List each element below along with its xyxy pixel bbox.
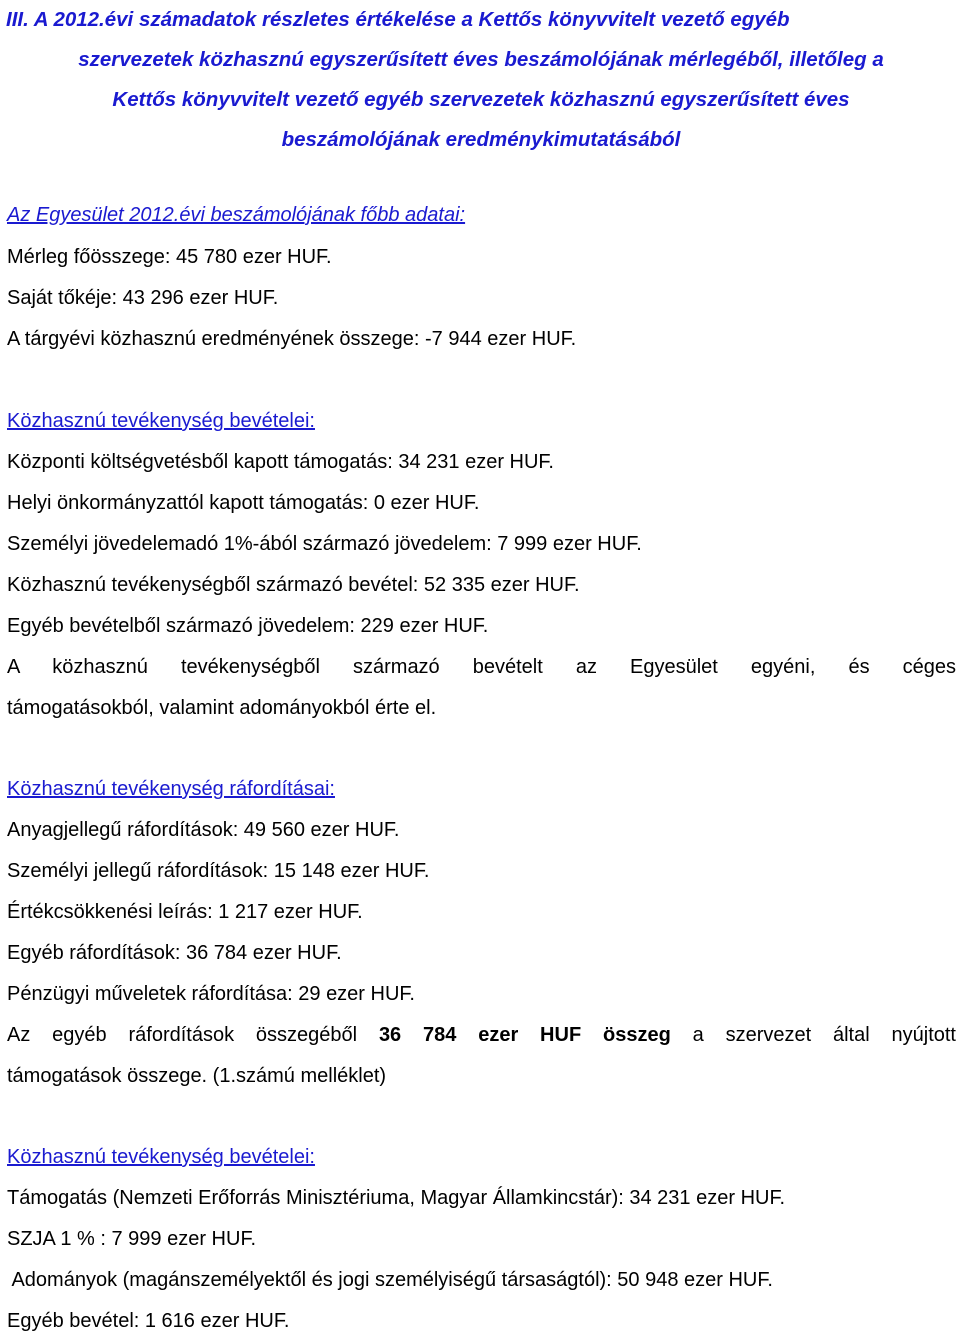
expenses-paragraph-line-1 bbox=[7, 1023, 956, 1047]
title-line-2: szervezetek közhasznú egyszerűsített éves beszámolójának mérlegéből, illetőleg a bbox=[78, 48, 884, 71]
income-paragraph-line-1: A közhasznú tevékenységből származó bevételt az Egyesület egyéni, és céges bbox=[7, 656, 956, 678]
income-paragraph-line-2: támogatásokból, valamint adományokból érte el. bbox=[7, 697, 437, 719]
expense-line: Egyéb ráfordítások: 36 784 ezer HUF. bbox=[7, 942, 342, 964]
income2-line: Egyéb bevétel: 1 616 ezer HUF. bbox=[7, 1310, 290, 1332]
summary-line: A tárgyévi közhasznú eredményének összege: -7 944 ezer HUF. bbox=[7, 328, 577, 350]
income-heading: Közhasznú tevékenység bevételei: bbox=[7, 410, 315, 432]
income2-line: SZJA 1 % : 7 999 ezer HUF. bbox=[7, 1228, 256, 1250]
title-line-3: Kettős könyvvitelt vezető egyéb szervezetek közhasznú egyszerűsített éves bbox=[112, 88, 850, 111]
title-line-4: beszámolójának eredménykimutatásából bbox=[281, 128, 681, 151]
expense-line: Értékcsökkenési leírás: 1 217 ezer HUF. bbox=[7, 901, 363, 923]
expense-line: Pénzügyi műveletek ráfordítása: 29 ezer HUF. bbox=[7, 983, 415, 1005]
income-line: Központi költségvetésből kapott támogatás: 34 231 ezer HUF. bbox=[7, 451, 554, 473]
expenses-paragraph-line-2: támogatások összege. (1.számú melléklet) bbox=[7, 1065, 387, 1087]
income2-heading: Közhasznú tevékenység bevételei: bbox=[7, 1146, 315, 1168]
title-line-1: III. A 2012.évi számadatok részletes értékelése a Kettős könyvvitelt vezető egyéb bbox=[6, 8, 790, 31]
section-title bbox=[6, 0, 956, 160]
income2-line: Támogatás (Nemzeti Erőforrás Minisztériuma, Magyar Államkincstár): 34 231 ezer HUF. bbox=[7, 1187, 786, 1209]
expenses-heading: Közhasznú tevékenység ráfordításai: bbox=[7, 778, 335, 800]
income-line: Helyi önkormányzattól kapott támogatás: 0 ezer HUF. bbox=[7, 492, 480, 514]
income-line: Egyéb bevételből származó jövedelem: 229 ezer HUF. bbox=[7, 615, 489, 637]
summary-line: Mérleg főösszege: 45 780 ezer HUF. bbox=[7, 246, 332, 268]
expense-line: Személyi jellegű ráfordítások: 15 148 ezer HUF. bbox=[7, 860, 430, 882]
income2-line: Adományok (magánszemélyektől és jogi személyiségű társaságtól): 50 948 ezer HUF. bbox=[7, 1269, 773, 1291]
expenses-paragraph-bold: 36 784 ezer HUF összeg bbox=[378, 1024, 671, 1046]
income-line: Személyi jövedelemadó 1%-ából származó jövedelem: 7 999 ezer HUF. bbox=[7, 533, 642, 555]
expenses-paragraph-post: a szervezet által nyújtott bbox=[692, 1024, 956, 1046]
summary-line: Saját tőkéje: 43 296 ezer HUF. bbox=[7, 287, 279, 309]
summary-heading: Az Egyesület 2012.évi beszámolójának főbb adatai: bbox=[7, 204, 466, 226]
income-line: Közhasznú tevékenységből származó bevétel: 52 335 ezer HUF. bbox=[7, 574, 580, 596]
expense-line: Anyagjellegű ráfordítások: 49 560 ezer HUF. bbox=[7, 819, 400, 841]
expenses-paragraph-pre: Az egyéb ráfordítások összegéből bbox=[7, 1024, 358, 1046]
